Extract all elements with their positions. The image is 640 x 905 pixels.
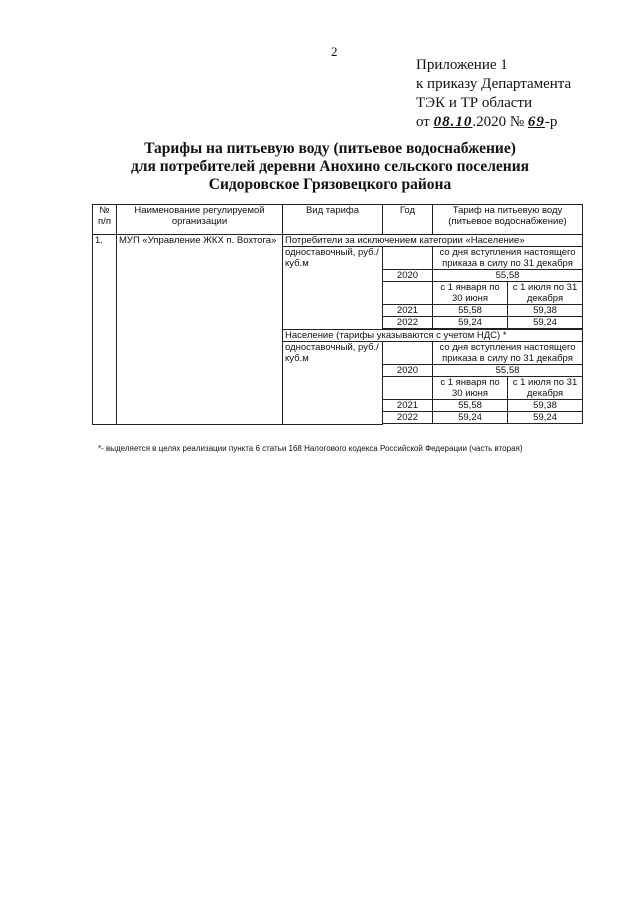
period-h2: с 1 июля по 31 декабря — [508, 282, 583, 305]
tariff-value: 55,58 — [433, 365, 583, 377]
header-tariff: Тариф на питьевую воду (питьевое водоснабжение) — [433, 205, 583, 235]
period-h1: с 1 января по 30 июня — [433, 377, 508, 400]
date-prefix: от — [416, 114, 430, 130]
year-cell: 2022 — [383, 412, 433, 424]
handwritten-date: 08.10 — [433, 114, 473, 130]
year-cell: 2022 — [383, 317, 433, 329]
section-title: Население (тарифы указываются с учетом НДС) * — [283, 330, 583, 342]
date-year: .2020 № — [472, 114, 525, 130]
title-line: Сидоровское Грязовецкого района — [208, 176, 452, 193]
tariff-value: 59,24 — [433, 412, 508, 424]
tariff-type: одноставочный, руб./куб.м — [283, 342, 383, 425]
year-cell: 2021 — [383, 400, 433, 412]
period-effective: со дня вступления настоящего приказа в силу по 31 декабря — [433, 247, 583, 270]
tariff-value: 59,24 — [508, 412, 583, 424]
tariff-value: 59,38 — [508, 400, 583, 412]
period-h1: с 1 января по 30 июня — [433, 282, 508, 305]
appendix-line: Приложение 1 — [416, 57, 508, 73]
title-line: Тарифы на питьевую воду (питьевое водоснабжение) — [144, 140, 516, 157]
tariff-value: 55,58 — [433, 270, 583, 282]
year-cell-empty — [383, 247, 433, 270]
year-cell-empty — [383, 377, 433, 400]
tariff-table — [92, 204, 583, 425]
handwritten-order-number: 69 — [527, 114, 545, 130]
year-cell-empty — [383, 282, 433, 305]
period-effective: со дня вступления настоящего приказа в силу по 31 декабря — [433, 342, 583, 365]
footnote: *- выделяется в целях реализации пункта 6 статьи 168 Налогового кодекса Российской Федерации (часть вторая) — [98, 444, 523, 453]
period-h2: с 1 июля по 31 декабря — [508, 377, 583, 400]
year-cell: 2020 — [383, 270, 433, 282]
year-cell: 2020 — [383, 365, 433, 377]
appendix-line: к приказу Департамента — [416, 76, 572, 92]
title-line: для потребителей деревни Анохино сельского поселения — [130, 158, 530, 175]
document-title — [60, 140, 600, 194]
tariff-value: 59,38 — [508, 305, 583, 317]
header-year: Год — [383, 205, 433, 235]
table-row — [93, 235, 583, 247]
year-cell: 2021 — [383, 305, 433, 317]
order-suffix: -р — [544, 114, 558, 130]
year-cell-empty — [383, 342, 433, 365]
row-number: 1. — [93, 235, 117, 425]
appendix-date-line — [416, 113, 571, 132]
appendix-line: ТЭК и ТР области — [416, 95, 532, 111]
tariff-value: 55,58 — [433, 305, 508, 317]
tariff-type: одноставочный, руб./куб.м — [283, 247, 383, 330]
tariff-value: 59,24 — [508, 317, 583, 329]
page-number: 2 — [331, 44, 338, 59]
organization-name: МУП «Управление ЖКХ п. Вохтога» — [117, 235, 283, 425]
header-num: № п/п — [93, 205, 117, 235]
header-type: Вид тарифа — [283, 205, 383, 235]
tariff-value: 59,24 — [433, 317, 508, 329]
tariff-value: 55,58 — [433, 400, 508, 412]
appendix-block — [416, 56, 571, 132]
header-org: Наименование регулируемой организации — [117, 205, 283, 235]
section-title: Потребители за исключением категории «Население» — [283, 235, 583, 247]
table-header-row — [93, 205, 583, 235]
